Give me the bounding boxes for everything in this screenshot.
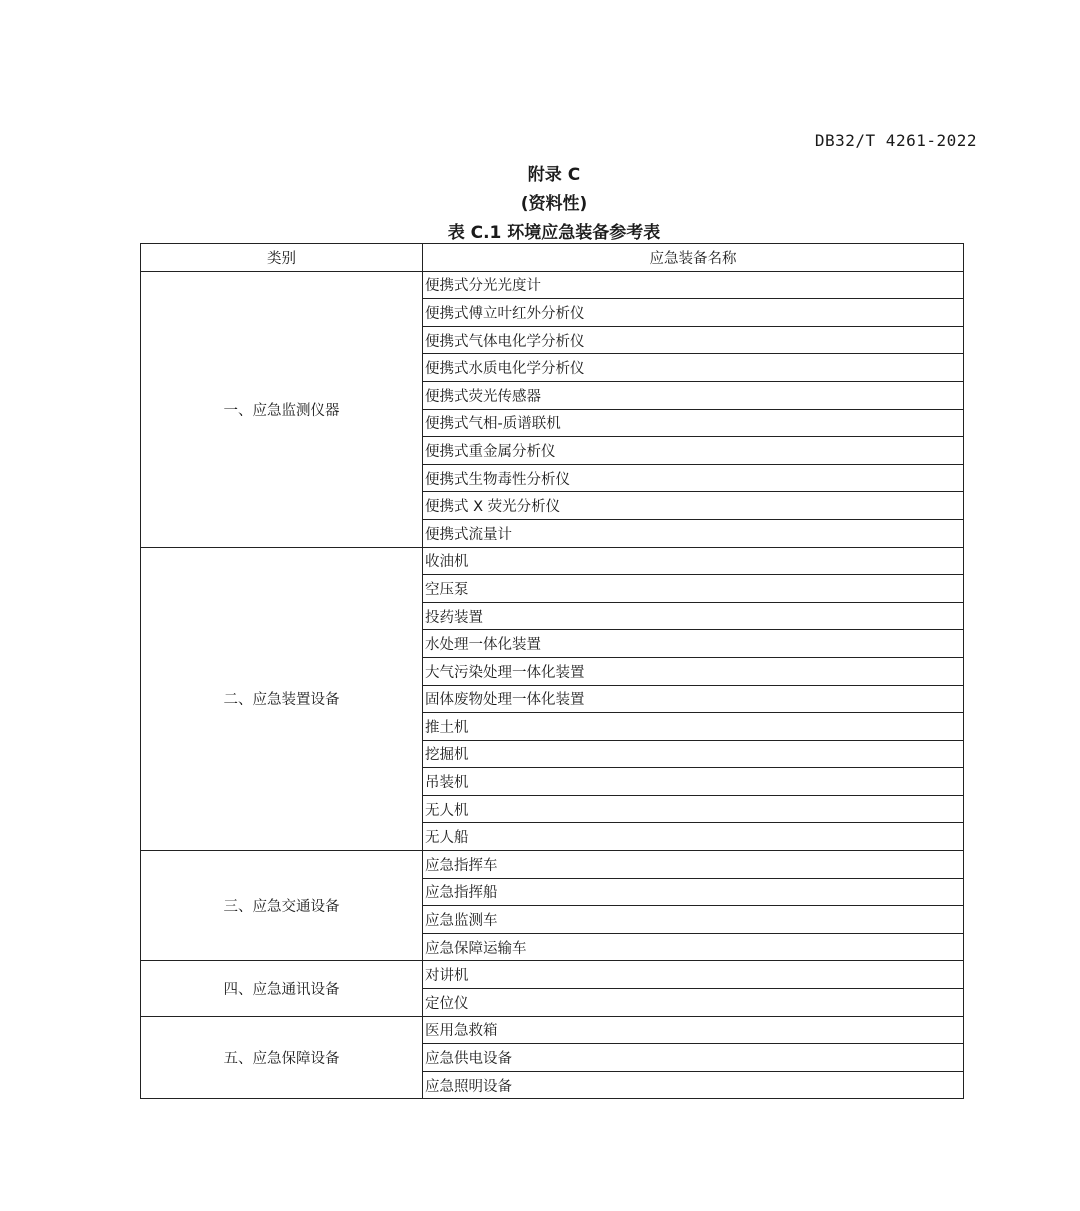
equipment-name-cell: 应急监测车	[423, 906, 964, 934]
table-body	[141, 271, 964, 1099]
appendix-title: 附录 C	[527, 165, 581, 185]
equipment-name-cell: 收油机	[423, 547, 964, 575]
equipment-name-cell: 应急指挥船	[423, 878, 964, 906]
equipment-name-cell: 大气污染处理一体化装置	[423, 657, 964, 685]
equipment-name-cell: 便携式荧光传感器	[423, 381, 964, 409]
equipment-name-cell: 挖掘机	[423, 740, 964, 768]
equipment-name-cell: 水处理一体化装置	[423, 630, 964, 658]
table-row	[141, 271, 964, 299]
equipment-name-cell: 便携式水质电化学分析仪	[423, 354, 964, 382]
equipment-name-cell: 应急指挥车	[423, 851, 964, 879]
appendix-subtitle: (资料性)	[520, 194, 588, 214]
table-row	[141, 547, 964, 575]
equipment-name-cell: 便携式气体电化学分析仪	[423, 326, 964, 354]
table-row	[141, 961, 964, 989]
equipment-name-cell: 应急供电设备	[423, 1044, 964, 1072]
table-title: 表 C.1 环境应急装备参考表	[447, 223, 661, 243]
equipment-name-cell: 无人机	[423, 795, 964, 823]
equipment-name-cell: 医用急救箱	[423, 1016, 964, 1044]
document-code: DB32/T 4261-2022	[814, 131, 977, 150]
equipment-name-cell: 应急照明设备	[423, 1071, 964, 1099]
equipment-name-cell: 应急保障运输车	[423, 933, 964, 961]
equipment-name-cell: 便携式分光光度计	[423, 271, 964, 299]
equipment-name-cell: 投药装置	[423, 602, 964, 630]
equipment-name-cell: 空压泵	[423, 575, 964, 603]
equipment-table	[140, 243, 964, 1099]
equipment-name-cell: 便携式气相-质谱联机	[423, 409, 964, 437]
equipment-name-cell: 无人船	[423, 823, 964, 851]
equipment-name-cell: 定位仪	[423, 989, 964, 1017]
equipment-name-cell: 固体废物处理一体化装置	[423, 685, 964, 713]
category-cell: 二、应急装置设备	[141, 547, 423, 851]
equipment-name-cell: 便携式生物毒性分析仪	[423, 464, 964, 492]
equipment-name-cell: 便携式傅立叶红外分析仪	[423, 299, 964, 327]
equipment-name-cell: 对讲机	[423, 961, 964, 989]
table-row	[141, 851, 964, 879]
category-cell: 三、应急交通设备	[141, 851, 423, 961]
table-row	[141, 1016, 964, 1044]
category-cell: 一、应急监测仪器	[141, 271, 423, 547]
table-header-row	[141, 244, 964, 272]
column-header-equipment-name: 应急装备名称	[423, 244, 964, 272]
equipment-name-cell: 吊装机	[423, 768, 964, 796]
equipment-name-cell: 便携式流量计	[423, 519, 964, 547]
category-cell: 五、应急保障设备	[141, 1016, 423, 1099]
equipment-name-cell: 便携式 X 荧光分析仪	[423, 492, 964, 520]
equipment-name-cell: 推土机	[423, 713, 964, 741]
category-cell: 四、应急通讯设备	[141, 961, 423, 1016]
column-header-category: 类别	[141, 244, 423, 272]
equipment-name-cell: 便携式重金属分析仪	[423, 437, 964, 465]
